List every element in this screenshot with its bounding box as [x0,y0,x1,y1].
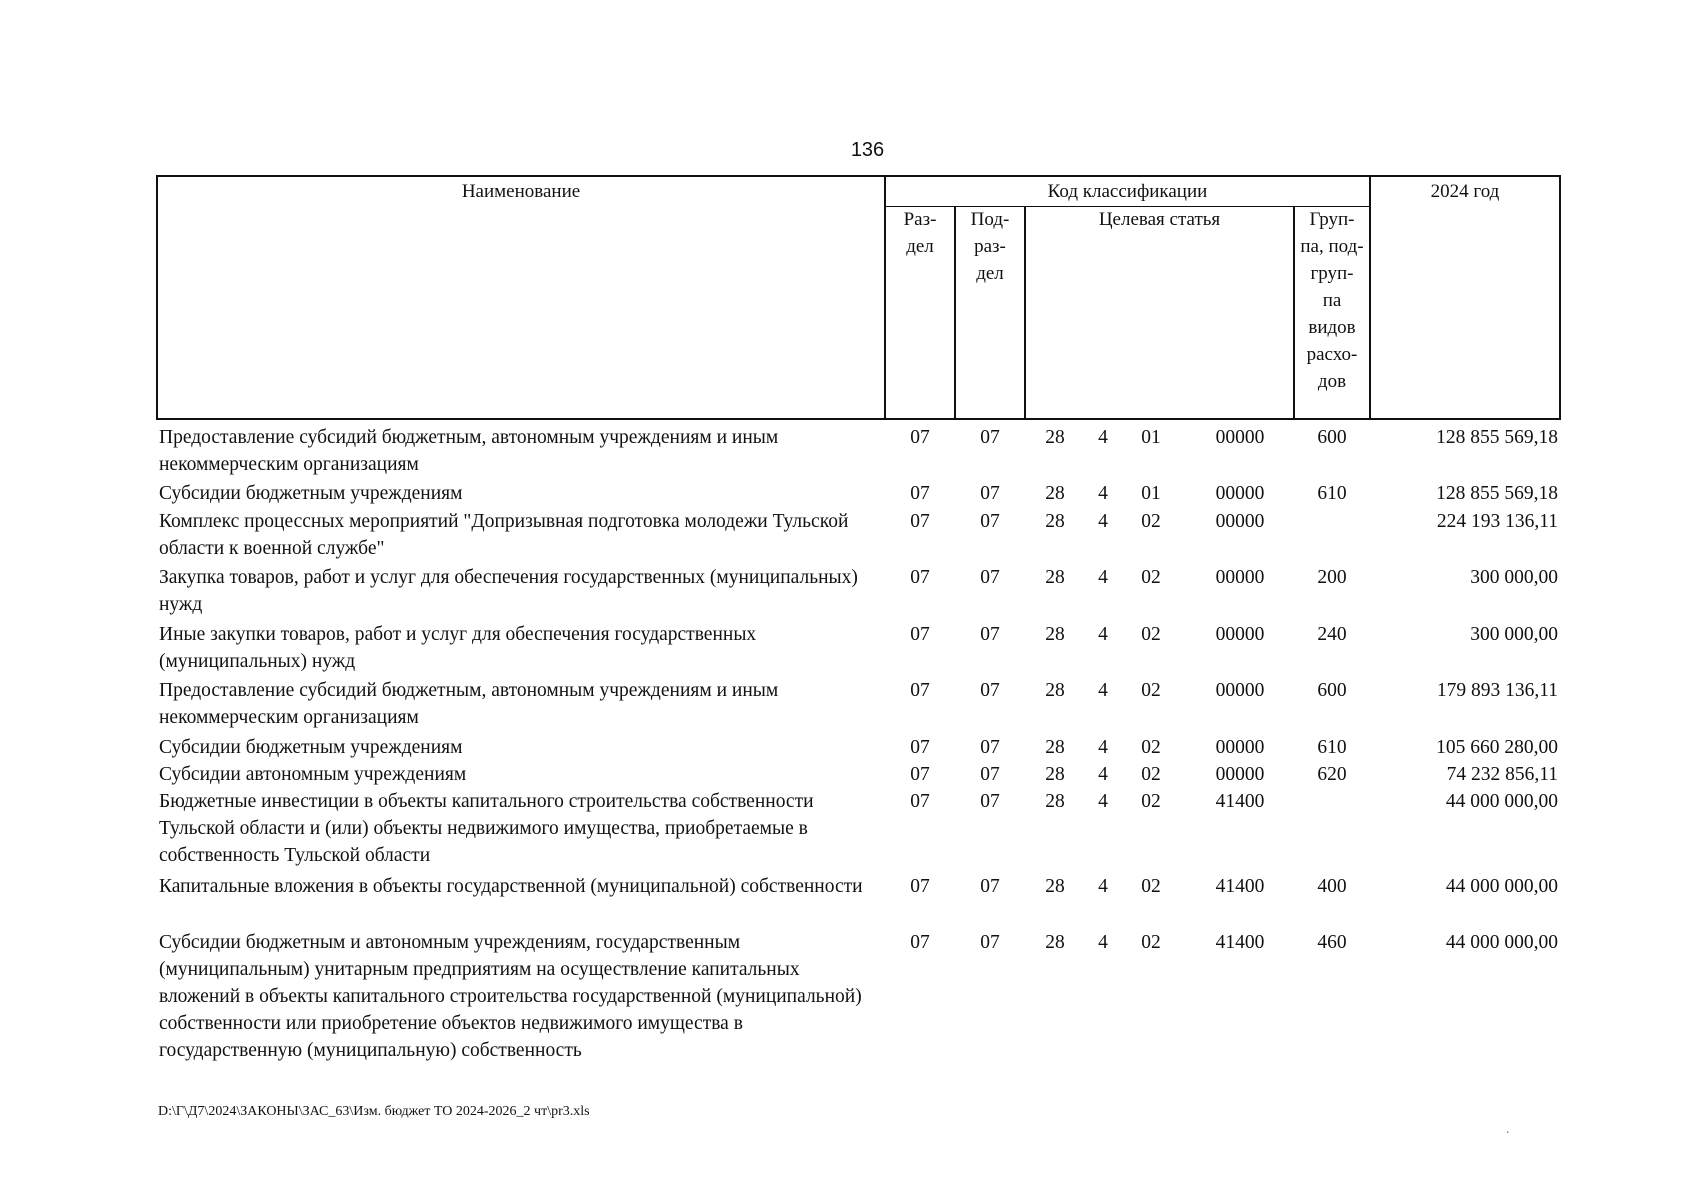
row-amount: 128 855 569,18 [1436,483,1558,504]
row-t3: 02 [1141,876,1161,897]
row-name: Субсидии бюджетным и автономным учреждениям, государственным (муниципальным) унитарным предприятиям на осуществление капитальных вложений в объекты капитального строительства государственной (муниципальной) собственности или приобретение объектов недвижимого имущества в государственную (муниципальную) собственность [159,932,862,1061]
row-t4: 00000 [1215,427,1265,448]
header-group-line: па, под- [1300,236,1364,257]
header-group-line: дов [1317,371,1347,392]
header-group [1295,206,1369,395]
row-t4: 00000 [1215,483,1265,504]
row-t3: 02 [1141,932,1161,953]
header-group-line: видов [1308,317,1356,338]
header-divider [1024,207,1026,420]
row-group: 400 [1317,876,1347,897]
file-path: D:\Г\Д7\2024\ЗАКОНЫ\ЗАС_63\Изм. бюджет ТО 2024-2026_2 чт\pr3.xls [158,1104,590,1119]
row-podrazdel: 07 [980,680,1000,701]
row-name: Субсидии автономным учреждениям [159,764,467,785]
header-group-line: па [1322,290,1342,311]
row-group: 620 [1317,764,1347,785]
header-group-line: груп- [1310,263,1354,284]
row-name: Комплекс процессных мероприятий "Допризывная подготовка молодежи Тульской области к военной службе" [159,511,849,559]
row-t3: 02 [1141,680,1161,701]
header-name: Наименование [461,181,581,202]
row-razdel: 07 [910,791,930,812]
row-amount: 44 000 000,00 [1445,791,1558,812]
header-razdel-line: дел [906,236,934,257]
row-name: Предоставление субсидий бюджетным, автономным учреждениям и иным некоммерческим организациям [159,680,779,728]
row-t1: 28 [1045,764,1065,785]
row-amount: 179 893 136,11 [1436,680,1558,701]
row-name: Иные закупки товаров, работ и услуг для обеспечения государственных (муниципальных) нужд [159,624,757,672]
row-t3: 02 [1141,764,1161,785]
row-t2: 4 [1098,876,1108,897]
header-podrazdel-line: Под- [970,209,1010,230]
row-group: 460 [1317,932,1347,953]
row-amount: 224 193 136,11 [1436,511,1558,532]
row-name: Капитальные вложения в объекты государственной (муниципальной) собственности [159,876,863,897]
row-name: Субсидии бюджетным учреждениям [159,483,463,504]
row-t1: 28 [1045,737,1065,758]
row-t4: 00000 [1215,567,1265,588]
row-group: 610 [1317,483,1347,504]
row-name: Закупка товаров, работ и услуг для обеспечения государственных (муниципальных) нужд [159,567,858,615]
row-amount: 128 855 569,18 [1436,427,1558,448]
row-t3: 02 [1141,567,1161,588]
row-t4: 00000 [1215,511,1265,532]
row-t3: 02 [1141,511,1161,532]
row-podrazdel: 07 [980,511,1000,532]
row-t1: 28 [1045,791,1065,812]
row-group: 200 [1317,567,1347,588]
row-podrazdel: 07 [980,483,1000,504]
row-t1: 28 [1045,624,1065,645]
row-t2: 4 [1098,511,1108,532]
row-t2: 4 [1098,427,1108,448]
row-amount: 44 000 000,00 [1445,932,1558,953]
row-razdel: 07 [910,876,930,897]
header-podrazdel [956,206,1024,287]
row-t4: 00000 [1215,764,1265,785]
row-razdel: 07 [910,427,930,448]
row-t4: 41400 [1215,876,1265,897]
scan-mark: . [1506,1122,1510,1137]
row-amount: 300 000,00 [1470,624,1558,645]
row-group: 600 [1317,680,1347,701]
row-group: 610 [1317,737,1347,758]
row-razdel: 07 [910,932,930,953]
row-t1: 28 [1045,932,1065,953]
row-amount: 105 660 280,00 [1436,737,1558,758]
header-podrazdel-line: раз- [974,236,1006,257]
header-group-line: Груп- [1309,209,1355,230]
row-podrazdel: 07 [980,791,1000,812]
row-podrazdel: 07 [980,737,1000,758]
row-name: Бюджетные инвестиции в объекты капитального строительства собственности Тульской области и (или) объекты недвижимого имущества, приобретаемые в собственность Тульской области [159,791,814,866]
header-target: Целевая статья [1098,209,1221,230]
header-year: 2024 год [1430,181,1500,202]
row-t2: 4 [1098,567,1108,588]
row-podrazdel: 07 [980,427,1000,448]
row-razdel: 07 [910,511,930,532]
row-t2: 4 [1098,737,1108,758]
row-t1: 28 [1045,680,1065,701]
header-divider [1369,175,1371,420]
row-podrazdel: 07 [980,624,1000,645]
row-name: Субсидии бюджетным учреждениям [159,737,463,758]
row-t4: 00000 [1215,737,1265,758]
row-t1: 28 [1045,511,1065,532]
row-podrazdel: 07 [980,932,1000,953]
row-t2: 4 [1098,932,1108,953]
row-t3: 01 [1141,427,1161,448]
row-t2: 4 [1098,680,1108,701]
row-t3: 01 [1141,483,1161,504]
row-t2: 4 [1098,764,1108,785]
row-t3: 02 [1141,737,1161,758]
row-amount: 300 000,00 [1470,567,1558,588]
row-t1: 28 [1045,483,1065,504]
row-t1: 28 [1045,427,1065,448]
row-name: Предоставление субсидий бюджетным, автономным учреждениям и иным некоммерческим организациям [159,427,779,475]
row-t2: 4 [1098,791,1108,812]
row-podrazdel: 07 [980,876,1000,897]
row-razdel: 07 [910,737,930,758]
row-podrazdel: 07 [980,764,1000,785]
row-t2: 4 [1098,624,1108,645]
row-t1: 28 [1045,567,1065,588]
row-razdel: 07 [910,624,930,645]
page-number: 136 [850,139,885,161]
row-t1: 28 [1045,876,1065,897]
row-t3: 02 [1141,791,1161,812]
row-razdel: 07 [910,764,930,785]
row-t4: 00000 [1215,680,1265,701]
row-amount: 74 232 856,11 [1446,764,1558,785]
header-podrazdel-line: дел [976,263,1004,284]
row-t4: 41400 [1215,932,1265,953]
header-group-line: расхо- [1306,344,1358,365]
header-code-group: Код классификации [1047,181,1208,202]
row-razdel: 07 [910,483,930,504]
row-t4: 41400 [1215,791,1265,812]
row-t4: 00000 [1215,624,1265,645]
row-razdel: 07 [910,567,930,588]
row-amount: 44 000 000,00 [1445,876,1558,897]
row-t2: 4 [1098,483,1108,504]
row-group: 240 [1317,624,1347,645]
row-group: 600 [1317,427,1347,448]
row-razdel: 07 [910,680,930,701]
row-t3: 02 [1141,624,1161,645]
header-razdel [886,206,954,260]
header-razdel-line: Раз- [903,209,937,230]
row-podrazdel: 07 [980,567,1000,588]
